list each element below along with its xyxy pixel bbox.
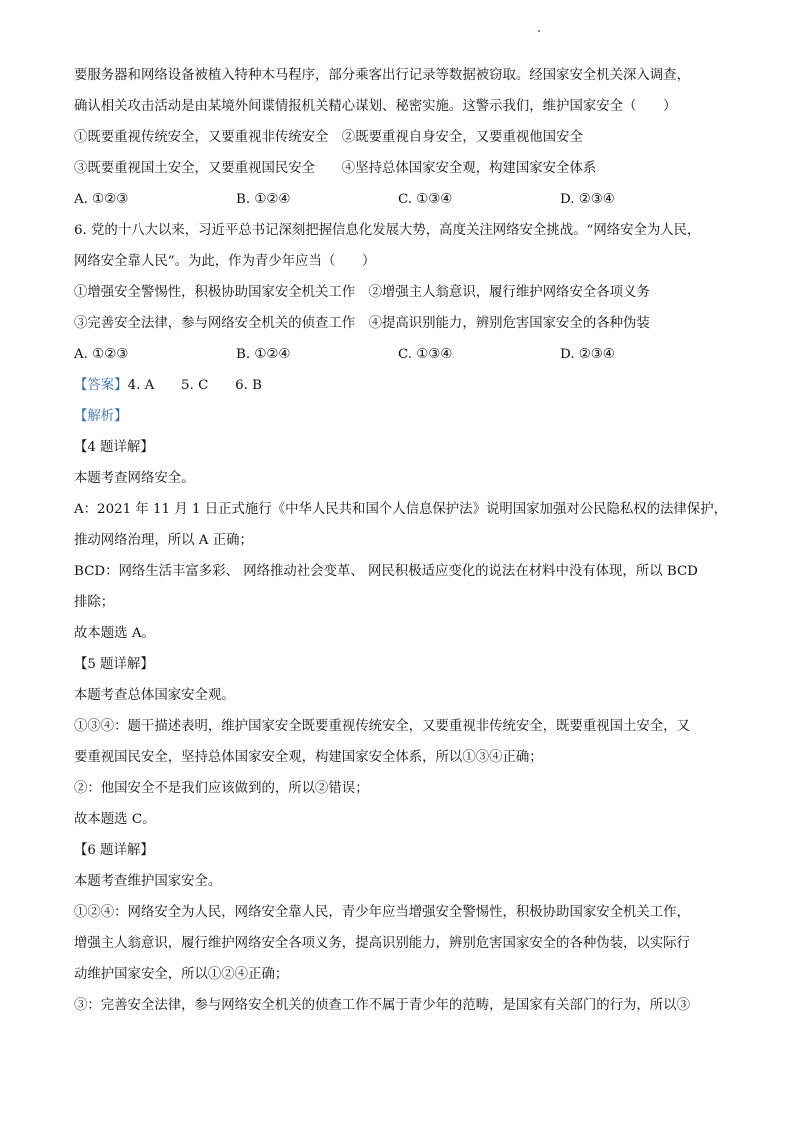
document-page (74, 60, 727, 1021)
d6-p1-line-1: ①②④：网络安全为人民，网络安全靠人民，青少年应当增强安全警惕性，积极协助国家安全机关工作， (74, 905, 690, 920)
q5-option-c: C. ①③④ (398, 192, 453, 207)
q5-statements-line-1: ①既要重视传统安全，又要重视非传统安全 ②既要重视自身安全，又要重视他国安全 (74, 130, 583, 145)
d4-bcd-line-1: BCD：网络生活丰富多彩、 网络推动社会变革、 网民积极适应变化的说法在材料中没有体现，所以 BCD (74, 564, 698, 579)
d5-p1-line-1: ①③④：题干描述表明，维护国家安全既要重视传统安全，又要重视非传统安全，既要重视国土安全，又 (74, 719, 690, 734)
q5-stem-line-2: 确认相关攻击活动是由某境外间谍情报机关精心谋划、秘密实施。这警示我们，维护国家安全（ ） (74, 99, 677, 114)
q6-stem-line-2: 网络安全靠人民”。为此，作为青少年应当（ ） (74, 254, 376, 269)
q5-option-d: D. ②③④ (560, 192, 615, 207)
d6-p2-line-1: ③：完善安全法律，参与网络安全机关的侦查工作不属于青少年的范畴，是国家有关部门的行为，所以③ (74, 998, 690, 1013)
d4-topic: 本题考查网络安全。 (74, 471, 195, 486)
d5-p2: ②：他国安全不是我们应该做到的，所以②错误； (74, 781, 369, 796)
d5-conclusion: 故本题选 C。 (74, 812, 156, 827)
q5-option-a: A. ①②③ (74, 192, 129, 207)
q6-option-c: C. ①③④ (398, 347, 453, 362)
analysis-label: 【解析】 (74, 409, 128, 424)
d4-heading: 【4 题详解】 (74, 440, 154, 455)
d4-bcd-line-2: 排除； (74, 595, 115, 610)
q5-statements-line-2: ③既要重视国土安全，又要重视国民安全 ④坚持总体国家安全观，构建国家安全体系 (74, 161, 597, 176)
d6-p1-line-2: 增强主人翁意识，履行维护网络安全各项义务，提高识别能力，辨别危害国家安全的各种伪装，以实际行 (74, 936, 690, 951)
answer-text: 4. A 5. C 6. B (127, 378, 262, 393)
d6-heading: 【6 题详解】 (74, 843, 154, 858)
d5-topic: 本题考查总体国家安全观。 (74, 688, 235, 703)
d4-a-line-1: A：2021 年 11 月 1 日正式施行《中华人民共和国个人信息保护法》说明国家加强对公民隐私权的法律保护， (74, 502, 727, 517)
answer-line (74, 370, 724, 401)
d5-heading: 【5 题详解】 (74, 657, 154, 672)
d5-p1-line-2: 要重视国民安全，坚持总体国家安全观，构建国家安全体系，所以①③④正确； (74, 750, 543, 765)
q6-statements-line-2: ③完善安全法律，参与网络安全机关的侦查工作 ④提高识别能力，辨别危害国家安全的各种伪装 (74, 316, 650, 331)
q6-option-a: A. ①②③ (74, 347, 129, 362)
q6-option-b: B. ①②④ (236, 347, 291, 362)
answer-label: 【答案】 (74, 378, 128, 393)
scan-dot (538, 30, 540, 32)
d4-a-line-2: 推动网络治理，所以 A 正确； (74, 533, 253, 548)
q5-option-b: B. ①②④ (236, 192, 291, 207)
q6-options (74, 339, 724, 370)
d4-conclusion: 故本题选 A。 (74, 626, 155, 641)
q5-stem-line-1: 要服务器和网络设备被植入特种木马程序，部分乘客出行记录等数据被窃取。经国家安全机关深入调查， (74, 68, 690, 83)
d6-topic: 本题考查维护国家安全。 (74, 874, 222, 889)
q5-options (74, 184, 724, 215)
q6-option-d: D. ②③④ (560, 347, 615, 362)
d6-p1-line-3: 动维护国家安全，所以①②④正确； (74, 967, 289, 982)
q6-stem-line-1: 6. 党的十八大以来，习近平总书记深刻把握信息化发展大势，高度关注网络安全挑战。“网络安全为人民， (74, 223, 701, 238)
q6-statements-line-1: ①增强安全警惕性，积极协助国家安全机关工作 ②增强主人翁意识，履行维护网络安全各项义务 (74, 285, 650, 300)
